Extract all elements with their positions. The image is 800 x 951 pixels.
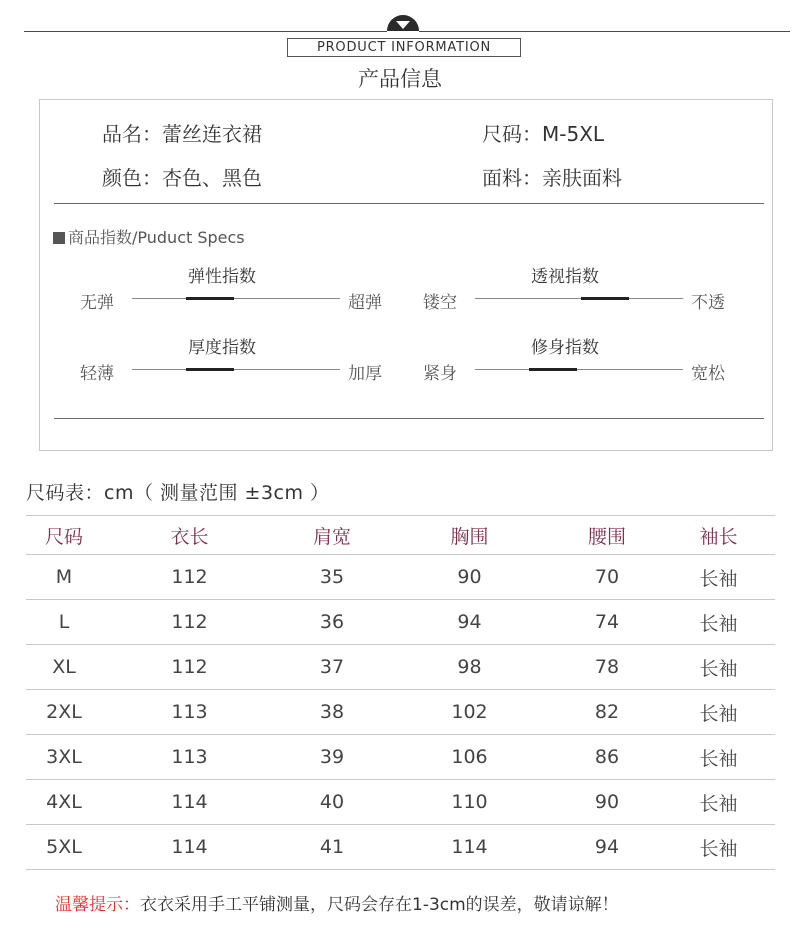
specs-heading-text: 商品指数/Puduct Specs (68, 228, 245, 247)
size-table-header (26, 516, 775, 555)
gauge-name: 厚度指数 (188, 338, 256, 358)
gauge-max-label: 宽松 (691, 364, 725, 384)
table-cell: 长袖 (662, 780, 775, 825)
gauge-track (132, 369, 340, 370)
spec-gauge (423, 321, 733, 384)
gauge-min-label: 镂空 (423, 293, 457, 313)
product-name: 品名：蕾丝连衣裙 (102, 122, 262, 146)
square-bullet-icon (53, 232, 65, 244)
table-cell: 37 (277, 645, 387, 690)
table-row (26, 690, 775, 735)
table-cell: 长袖 (662, 600, 775, 645)
table-cell: 90 (387, 555, 552, 600)
gauge-name: 修身指数 (531, 338, 599, 358)
gauge-level-indicator (186, 368, 234, 371)
gauge-level-indicator (581, 297, 629, 300)
size-table-header-cell: 衣长 (102, 516, 277, 555)
table-cell: 113 (102, 735, 277, 780)
table-row (26, 555, 775, 600)
table-cell: 长袖 (662, 690, 775, 735)
table-cell: 70 (552, 555, 662, 600)
section-title-en: PRODUCT INFORMATION (287, 38, 521, 57)
note-text: 衣衣采用手工平铺测量，尺码会存在1-3cm的误差，敬请谅解！ (140, 895, 619, 915)
table-cell: 82 (552, 690, 662, 735)
table-cell: XL (26, 645, 102, 690)
table-cell: 112 (102, 600, 277, 645)
table-cell: 112 (102, 555, 277, 600)
gauge-max-label: 不透 (691, 293, 725, 313)
gauge-min-label: 无弹 (80, 293, 114, 313)
table-cell: 35 (277, 555, 387, 600)
spec-gauge (80, 250, 390, 313)
table-cell: 86 (552, 735, 662, 780)
gauge-level-indicator (529, 368, 577, 371)
table-cell: 94 (552, 825, 662, 870)
table-cell: 114 (102, 780, 277, 825)
table-cell: 94 (387, 600, 552, 645)
table-cell: 113 (102, 690, 277, 735)
table-cell: L (26, 600, 102, 645)
table-row (26, 600, 775, 645)
product-size-range: 尺码：M-5XL (482, 122, 605, 146)
table-cell: 3XL (26, 735, 102, 780)
table-cell: 102 (387, 690, 552, 735)
table-cell: 114 (102, 825, 277, 870)
table-cell: 2XL (26, 690, 102, 735)
gauge-name: 透视指数 (531, 267, 599, 287)
table-cell: 5XL (26, 825, 102, 870)
table-row (26, 780, 775, 825)
product-info-box (39, 99, 773, 451)
product-fabric: 面料：亲肤面料 (482, 166, 622, 190)
table-cell: 长袖 (662, 735, 775, 780)
table-cell: 98 (387, 645, 552, 690)
gauge-level-indicator (186, 297, 234, 300)
gauge-track (475, 298, 683, 299)
table-cell: 长袖 (662, 645, 775, 690)
gauge-max-label: 加厚 (348, 364, 382, 384)
note-prefix: 温馨提示： (55, 895, 140, 915)
table-cell: 90 (552, 780, 662, 825)
gauge-track (132, 298, 340, 299)
product-colors: 颜色：杏色、黑色 (102, 166, 262, 190)
table-cell: 4XL (26, 780, 102, 825)
gauge-track (475, 369, 683, 370)
table-row (26, 825, 775, 870)
size-table-header-cell: 胸围 (387, 516, 552, 555)
table-cell: 39 (277, 735, 387, 780)
table-cell: 112 (102, 645, 277, 690)
spec-gauge (423, 250, 733, 313)
table-cell: 长袖 (662, 825, 775, 870)
gauge-name: 弹性指数 (188, 267, 256, 287)
table-cell: 长袖 (662, 555, 775, 600)
table-cell: 41 (277, 825, 387, 870)
table-row (26, 735, 775, 780)
size-table-header-cell: 尺码 (26, 516, 102, 555)
measurement-note (55, 890, 619, 915)
size-table-caption: 尺码表：cm（ 测量范围 ±3cm ） (26, 482, 330, 504)
spec-gauge (80, 321, 390, 384)
table-cell: 74 (552, 600, 662, 645)
table-cell: M (26, 555, 102, 600)
table-cell: 114 (387, 825, 552, 870)
table-cell: 40 (277, 780, 387, 825)
size-table-header-cell: 肩宽 (277, 516, 387, 555)
table-cell: 78 (552, 645, 662, 690)
table-cell: 106 (387, 735, 552, 780)
specs-divider (54, 418, 764, 419)
info-divider (54, 203, 764, 204)
size-table (26, 515, 775, 870)
size-table-header-cell: 腰围 (552, 516, 662, 555)
specs-heading (53, 225, 245, 248)
table-cell: 110 (387, 780, 552, 825)
section-title-cn: 产品信息 (358, 67, 442, 91)
gauge-max-label: 超弹 (348, 293, 382, 313)
size-table-header-cell: 袖长 (662, 516, 775, 555)
table-row (26, 645, 775, 690)
table-cell: 36 (277, 600, 387, 645)
table-cell: 38 (277, 690, 387, 735)
gauge-min-label: 轻薄 (80, 364, 114, 384)
gauge-min-label: 紧身 (423, 364, 457, 384)
